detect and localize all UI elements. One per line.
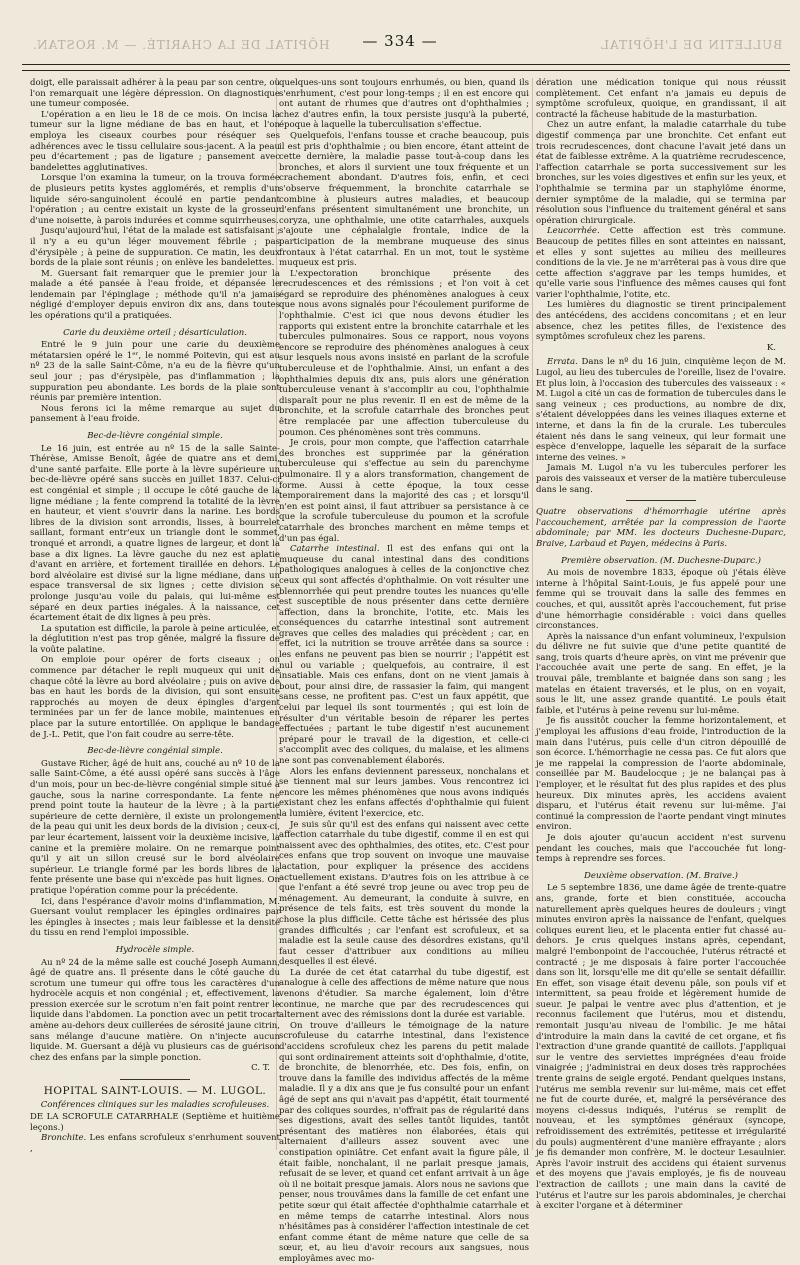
- paragraph: Chez un autre enfant, la maladie catarrhale du tube digestif commença par une bronchite. Cet enfant eut trois recrudescences, dont chacune l'avait jeté dans un état de faiblesse extrême. A la quatrième recrudescence, l'affection catarrhale se porta successivement sur les bronches, sur les voies digestives et enfin sur les yeux, et l'ophthalmie se termina par un staphylôme énorme, dernier symptôme de la maladie, qui se termina par résolution sous l'influence du traitement général et sans opération chirurgicale.: [536, 120, 786, 226]
- observation-heading: Première observation. (M. Duchesne-Duparc.): [561, 555, 761, 566]
- paragraph: Les lumières du diagnostic se tirent principalement des antécédens, des accidens concomitans ; et en leur absence, chez les petites filles, de l'existence des symptômes scrofuleux chez les parens.: [536, 300, 786, 343]
- paragraph: Gustave Richer, âgé de huit ans, couché au nº 10 de la salle Saint-Côme, a été aussi opéré sans succès à l'âge d'un mois, pour un bec-de-lièvre congénial simple situé à gauche, sous la narine correspondante. La fente ne prend point toute la hauteur de la lèvre ; à la partie supérieure de cette dernière, il existe un prolongement de la peau qui unit les deux bords de la division ; ceux-ci, par leur écartement, laissent voir la deuxième incisive, la canine et la première molaire. On ne remarque point qu'il y ait un sillon creusé sur le bord alvéolaire supérieur. Le triangle formé par les bords libres de la fente présente une base qui n'excède pas huit lignes. On pratique l'opération comme pour la précédente.: [30, 758, 280, 896]
- column-2: [279, 78, 530, 1264]
- column-1: [30, 78, 280, 1153]
- page-number: — 334 —: [362, 32, 438, 50]
- paragraph: quelques-uns sont toujours enrhumés, ou bien, quand ils s'enrhument, c'est pour long-temps ; il en est encore qui ont autant de rhumes que d'autres ont d'ophthalmies ; chez d'autres enfin, la toux persiste jusqu'à la puberté, époque à laquelle la tuberculisation s'effectue.: [279, 78, 529, 131]
- paragraph: Entré le 9 juin pour une carie du deuxième métatarsien opéré le 1ᵉʳ, le nommé Poitevin, qui est au nº 23 de la salle Saint-Côme, n'a eu de la fièvre qu'un seul jour ; pas d'érysipèle, pas d'inflammation ; la suppuration peu abondante. Les bords de la plaie sont réunis par première intention.: [30, 340, 280, 404]
- topic-lead: Leucorrhée.: [547, 226, 600, 237]
- paragraph: Au mois de novembre 1833, époque où j'étais élève interne à l'hôpital Saint-Louis, je fus appelé pour une femme qui se trouvait dans la salle des femmes en couches, et qui, aussitôt après l'accouchement, fut prise d'une hémorrhagie considérable : voici dans quelles circonstances.: [536, 568, 786, 632]
- article-heading: Quatre observations d'hémorrhagie utérine après l'accouchement, arrêtée par la compression de l'aorte abdominale; par MM. les docteurs Duchesne-Duparc, Braive, Larbaud et Payen, médecins à Paris.: [536, 507, 786, 549]
- paragraph: dération une médication tonique qui nous réussit complètement. Cet enfant n'a jamais eu depuis de symptôme scrofuleux, quoique, en grandissant, il ait contracté la fâcheuse habitude de la masturbation.: [536, 78, 786, 120]
- section-heading: Hydrocèle simple.: [115, 944, 195, 955]
- paragraph: L'opération a en lieu le 18 de ce mois. On incisa la tumeur sur la ligne médiane de bas en haut, et l'on employa les ciseaux courbes pour réséquer ses adhérences avec le tissu cellulaire sous-jacent. A la peau peu d'écartement ; pas de ligature ; pansement avec bandelettes agglutinatives.: [30, 109, 280, 173]
- paragraph: La sputation est difficile, la parole à peine articulée, et la déglutition n'est pas trop gênée, malgré la fissure de la voûte palatine.: [30, 623, 280, 655]
- header-rule-top: [22, 64, 790, 65]
- paragraph-text: Il est des enfans qui ont la muqueuse du canal intestinal dans des conditions pathologiques analogues à celles de la conjonctive chez ceux qui sont affectés d'ophthalmie. On voit résulter une blennorrhée qui peut prendre toutes les nuances qu'elle est susceptible de nous présenter dans cette dernière affection, dans la bronchite, l'otite, etc. Mais les conséquences du catarrhe intestinal sont autrement graves que celles des maladies qui précèdent ; car, en effet, ici la nutrition se trouve arrêtée dans sa source : les enfans ne peuvent pas bien se nourrir ; l'appétit est nul ou variable ; quelquefois, au contraire, il est insatiable. Mais ces enfans, dont on ne vient jamais à bout, pour ainsi dire, de rassasier la faim, qui mangent sans cesse, ne profitent pas. C'est un faux appétit, que celui par lequel ils sont tourmentés ; qui est loin de résulter d'un véritable besoin de réparer les pertes effectuées ; partant le tube digestif n'est aucunement préparé pour le travail de la digestion, et celle-ci s'accomplit avec des coliques, du malaise, et les alimens ne sont pas convenablement élaborés.: [279, 544, 530, 766]
- paragraph: Jamais M. Lugol n'a vu les tubercules perforer les parois des vaisseaux et verser de la matière tuberculeuse dans le sang.: [536, 463, 786, 495]
- paragraph: L'expectoration bronchique présente des recrudescences et des rémissions ; et l'on voit à cet égard se reproduire des phénomènes analogues à ceux que nous avons signalés pour l'écoulement puriforme de l'ophthalmie. C'est ici que nous devons étudier les rapports qui existent entre la bronchite catarrhale et les tubercules pulmonaires. Sous ce rapport, nous voyons encore se reproduire des phénomènes analogues à ceux sur lesquels nous avons insisté en parlant de la scrofule tuberculeuse et de l'ophthalmie. Ainsi, un enfant a des ophthalmies depuis dix ans, puis alors une génération tuberculeuse venant à s'accomplir au cou, l'ophthalmie disparaît pour ne plus revenir. Il en est de même de la bronchite, et la scrofule catarrhale des bronches peut être remplacée par une affection tuberculeuse du poumon. Ces phénomènes sont très communs.: [279, 268, 529, 438]
- author-initials: K.: [766, 342, 776, 353]
- paragraph: Le 5 septembre 1836, une dame âgée de trente-quatre ans, grande, forte et bien constituée, accoucha naturellement après quelques heures de douleurs ; vingt minutes environ après la naissance de l'enfant, quelques coliques eurent lieu, et le placenta entier fut chassé au-dehors. Je crus quelques instans après, cependant, malgré l'embonpoint de l'accouchée, l'utérus rétracté et contracté ; je me disposais à faire porter l'accouchée dans son lit, lorsqu'elle me dit qu'elle se sentait défaillir. En effet, son visage était devenu pâle, son pouls vif et intermittent, sa peau froide et légèrement humide de sueur. Je palpai le ventre avec plus d'attention, et je reconnus facilement que l'utérus, mou et distendu, remontait jusqu'au niveau de l'ombilic. Je me hâtai d'introduire la main dans la cavité de cet organe, et fis l'extraction d'une grande quantité de caillots. J'appliquai sur le ventre des serviettes imprégnées d'eau froide vinaigrée ; j'administrai en deux doses très rapprochées trente grains de seigle ergoté. Pendant quelques instans, l'utérus me sembla revenir sur lui-même, mais cet effet ne fut de courte durée, et, malgré la persévérance des moyens ci-dessus indiqués, l'utérus se remplit de nouveau, et les symptômes généraux (syncope, refroidissement des extrémités, petitesse et irrégularité du pouls) augmentèrent d'une manière effrayante ; alors je fis demander mon confrère, M. le docteur Lesaulnier. Après l'avoir instruit des accidens qui étaient survenus et des moyens que j'avais employés, je fis de nouveau l'extraction de caillots ; une main dans la cavité de l'utérus et l'autre sur les parois abdominales, je cherchai à exciter l'organe et à déterminer: [536, 883, 786, 1212]
- paragraph: Je crois, pour mon compte, que l'affection catarrhale des bronches est supprimée par la génération tuberculeuse qui s'effectue au sein du parenchyme pulmonaire. Il y a alors transformation, changement de forme. Aussi à cette époque, la toux cesse temporairement dans la majorité des cas ; et lorsqu'il n'en est point ainsi, il faut attribuer sa persistance à ce que la scrofule tuberculeuse du poumon et la scrofule catarrhale des bronches marchent en même temps et d'un pas égal.: [279, 438, 529, 544]
- section-divider: [120, 1079, 190, 1080]
- paragraph: M. Guersant fait remarquer que le premier jour la malade a été pansée à l'eau froide, et dépansée le lendemain par l'épinglage ; méthode qu'il n'a jamais négligé d'employer depuis environ dix ans, dans toutes les opérations qu'il a pratiquées.: [30, 268, 280, 322]
- paragraph-text: Cette affection est très commune. Beaucoup de petites filles en sont atteintes en naissant, et elles y sont sujettes au milieu des meilleures conditions de la vie. Je ne m'arrêterai pas à vous dire que cette affection s'aggrave par les temps humides, et qu'elle varie sous l'influence des mêmes causes qui font varier l'ophthalmie, l'otite, etc.: [536, 226, 786, 300]
- topic-lead: Catarrhe intestinal.: [290, 544, 380, 555]
- section-heading: Bec-de-lièvre congénial simple.: [87, 431, 223, 441]
- paragraph: On emploie pour opérer de forts ciseaux ; on commence par détacher le repli muqueux qui unit de chaque côté la lèvre au bord alvéolaire ; puis on avive de bas en haut les bords de la division, qui sont ensuite rapprochés au moyen de deux épingles d'argent terminées par un fer de lance mobile, maintenues en place par la suture entortillée. On applique le bandage de J.-L. Petit, que l'on fait coudre au serre-tête.: [30, 655, 280, 740]
- author-initials: C. T.: [251, 1063, 270, 1074]
- paragraph: Nous ferons ici la même remarque au sujet du pansement à l'eau froide.: [30, 403, 280, 425]
- paragraph: Alors les enfans deviennent paresseux, nonchalans et se tiennent mal sur leurs jambes. Vous rencontrez ici encore les mêmes phénomènes que nous avons indiqués existant chez les enfans affectés d'ophthalmie qui fuient la lumière, évitent l'exercice, etc.: [279, 766, 529, 819]
- paragraph: Je suis sûr qu'il est des enfans qui naissent avec cette affection catarrhale du tube digestif, comme il en est qui naissent avec des ophthalmies, des otites, etc. C'est pour ces enfans que trop souvent on invoque une mauvaise lactation, pour expliquer la présence des accidens actuellement existans. D'autres fois on les attribue à ce que l'enfant a été sevré trop jeune ou avec trop peu de ménagement. Au demeurant, la conduite à suivre, en présence de tels faits, est très souvent du monde la chose la plus difficile. Cette tâche est hérissée des plus grandes difficultés ; car l'enfant est scrofuleux, et sa maladie est la seule cause des désordres existans, qu'il faut cesser d'attribuer aux conditions au milieu desquelles il est élevé.: [279, 819, 529, 968]
- paragraph: Je dois ajouter qu'aucun accident n'est survenu pendant les couches, mais que l'accouchée fut long-temps à reprendre ses forces.: [536, 832, 786, 865]
- paragraph-text: Les enfans scrofuleux s'enrhument souvent ,: [30, 1133, 280, 1154]
- conference-subheading: Conférences cliniques sur les maladies scrofuleuses.: [40, 1099, 270, 1110]
- paragraph: On trouve d'ailleurs le témoignage de la nature scrofuleuse du catarrhe intestinal, dans l'existence d'accidens scrofuleux chez les parens du petit malade qui sont ordinairement atteints soit d'ophthalmie, d'otite, de bronchite, de blenorrhée, etc. Des fois, enfin, on trouve dans la famille des individus affectés de la même maladie. Il y a dix ans que je fus consulté pour un enfant âgé de sept ans qui n'avait pas d'appétit, était tourmenté par des coliques sourdes, n'offrait pas de régularité dans ses digestions, avait des selles tantôt liquides, tantôt présentant des matières non élaborées, étais qui alternaient d'ailleurs assez souvent avec une constipation opiniâtre. Cet enfant avait la figure pâle, il était faible, nonchalant, il ne parlait presque jamais, refusait de se lever, et quand cet enfant arrivait à un âge où il ne boitait presque jamais. Alors nous ne savions que penser, nous trouvâmes dans la famille de cet enfant une petite sœur qui était affectée d'ophthalmie catarrhale et en même temps de catarrhe intestinal. Alors nous n'hésitâmes pas à considérer l'affection intestinale de cet enfant comme étant de même nature que celle de sa sœur, et, au lieu d'avoir recours aux sangsues, nous employâmes avec mo-: [279, 1020, 529, 1264]
- paragraph: Quelquefois, l'enfans tousse et crache beaucoup, puis il est pris d'ophthalmie ; ou bien encore, étant atteint de cette dernière, la maladie passe tout-à-coup dans les bronches, et alors il survient une toux fréquente et un crachement abondant. D'autres fois, enfin, et ceci s'observe fréquemment, la bronchite catarrhale se combine à plusieurs autres maladies, et beaucoup d'enfans présentent simultanément une bronchite, un coryza, une ophthalmie, une otite catarrhales, auxquels s'ajoute une céphalalgie frontale, indice de la participation de la membrane muqueuse des sinus frontaux à l'état catarrhal. En un mot, tout le système muqueux est pris.: [279, 130, 529, 269]
- paragraph: Le 16 juin, est entrée au nº 15 de la salle Sainte-Thérèse, Amisse Benoît, âgée de quatre ans et demi, d'une santé parfaite. Elle porte à la lèvre supérieure un bec-de-lièvre opéré sans succès en juillet 1837. Celui-ci est congénial et simple ; il occupe le côté gauche de la ligne médiane ; la fente comprend la totalité de la lèvre en hauteur, et vient s'ouvrir dans la narine. Les bords libres de la division sont arrondis, lisses, à bourrelet saillant, formant entr'eux un triangle dont le sommet, tronqué et arrondi, a quatre lignes de largeur, et dont la base a dix lignes. La lèvre gauche du nez est aplatie d'avant en arrière, et fortement tiraillée en dehors. Le bord alvéolaire est divisé sur la ligne médiane, dans un espace transversal de six lignes ; cette division se prolonge jusqu'au voile du palais, qui lui-même est séparé en deux parties inégales. À la naissance, cet écartement était de dix lignes à peu près.: [30, 443, 280, 624]
- paragraph: Après la naissance d'un enfant volumineux, l'expulsion du délivre ne fut suivie que d'une petite quantité de sang, trois quarts d'heure après, on vint me prévenir que l'accouchée avait une perte de sang. En effet, je la trouvai pâle, tremblante et baignée dans son sang ; les matelas en étaient traversés, et le plus, on en voyait, sous le lit, une assez grande quantité. Le pouls était faible, et l'utérus à peine revenu sur lui-même.: [536, 631, 786, 716]
- paragraph: Jusqu'aujourd'hui, l'état de la malade est satisfaisant ; il n'y a eu qu'un léger mouvement fébrile ; pas d'érysipèle ; à peine de suppuration. Ce matin, les deux bords de la plaie sont réunis ; on enlève les bandelettes.: [30, 226, 280, 269]
- section-heading: Carie du deuxième orteil ; désarticulation.: [63, 327, 247, 338]
- paragraph: Au nº 24 de la même salle est couché Joseph Aumann, âgé de quatre ans. Il présente dans le côté gauche du scrotum une tumeur qui offre tous les caractères d'un hydrocèle acquis et non congénial ; et, effectivement, la pression exercée sur le scrotum n'en fait point rentrer le liquide dans l'abdomen. La ponction avec un petit trocart amène au-dehors deux cuillerées de sérosité jaune citrin, sans mélange d'aucune matière. On n'injecte aucun liquide. M. Guersant a déjà vu plusieurs cas de guérison chez des enfans par la simple ponction.: [30, 957, 280, 1063]
- paragraph-text: Dans le nº du 16 juin, cinquième leçon de M. Lugol, au lieu des tubercules de l'oreille, lisez de l'ovaire. Et plus loin, à l'occasion des tubercules des vaisseaux : « M. Lugol a cité un cas de formation de tubercules dans le sang veineux ; ces productions, au nombre de dix, s'étaient développées dans les veines iliaques externe et interne, et dans la fin de la crurale. Les tubercules étaient nés dans le sang veineux, qui leur formait une espèce d'enveloppe, laquelle les séparait de la surface interne des veines. »: [536, 357, 787, 463]
- header-rule-bottom: [22, 70, 790, 71]
- paragraph: Je fis aussitôt coucher la femme horizontalement, et j'employai les affusions d'eau froide, l'introduction de la main dans l'utérus, puis celle d'un citron dépouillé de son écorce. L'hémorrhagie ne cessa pas. Ce fut alors que je me rappelai la compression de l'aorte abdominale, conseillée par M. Baudelocque ; je ne balançai pas à l'employer, et le résultat fut des plus rapides et des plus heureux. Dix minutes après, les accidens avaient disparu, et l'utérus était revenu sur lui-même. J'ai continué la compression de l'aorte pendant vingt minutes environ.: [536, 716, 786, 833]
- show-through-text-left: HÔPITAL DE LA CHARITÉ. — M. ROSTAN.: [32, 38, 330, 52]
- paragraph: Ici, dans l'espérance d'avoir moins d'inflammation, M. Guersant voulut remplacer les épingles ordinaires par les épingles à insectes ; mais leur faiblesse et la densité du tissu en rend l'emploi impossible.: [30, 896, 280, 939]
- paragraph: Lorsque l'on examina la tumeur, on la trouva formée de plusieurs petits kystes agglomérés, et remplis d'un liquide séro-sanguinolent écoulé en partie pendant l'opération ; au centre existait un kyste de la grosseur d'une noisette, à parois indurées et comme squirrheuses.: [30, 173, 280, 226]
- section-divider: [626, 500, 696, 501]
- column-gutter-2: [532, 78, 533, 1150]
- topic-lead: Bronchite.: [41, 1133, 87, 1144]
- lesson-title: DE LA SCROFULE CATARRHALE (Septième et huitième leçons.): [30, 1112, 280, 1133]
- observation-heading: Deuxième observation. (M. Braive.): [584, 870, 738, 881]
- hospital-heading: HOPITAL SAINT-LOUIS. — M. LUGOL.: [43, 1085, 267, 1098]
- topic-lead: Errata.: [547, 357, 578, 368]
- paragraph: La durée de cet état catarrhal du tube digestif, est analogue à celle des affections de même nature que nous venons d'étudier. Sa marche également, loin d'être continue, ne marche que par des recrudescences qui alternent avec des rémissions dont la durée est variable.: [279, 967, 529, 1021]
- column-3: [536, 78, 787, 1212]
- show-through-text-right: BULLETIN DE L'HÔPITAL: [599, 38, 782, 52]
- paragraph: doigt, elle paraissait adhérer à la peau par son centre, où l'on remarquait une légère dépression. On diagnostique une tumeur composée.: [30, 78, 280, 110]
- section-heading: Bec-de-lièvre congénial simple.: [87, 746, 223, 757]
